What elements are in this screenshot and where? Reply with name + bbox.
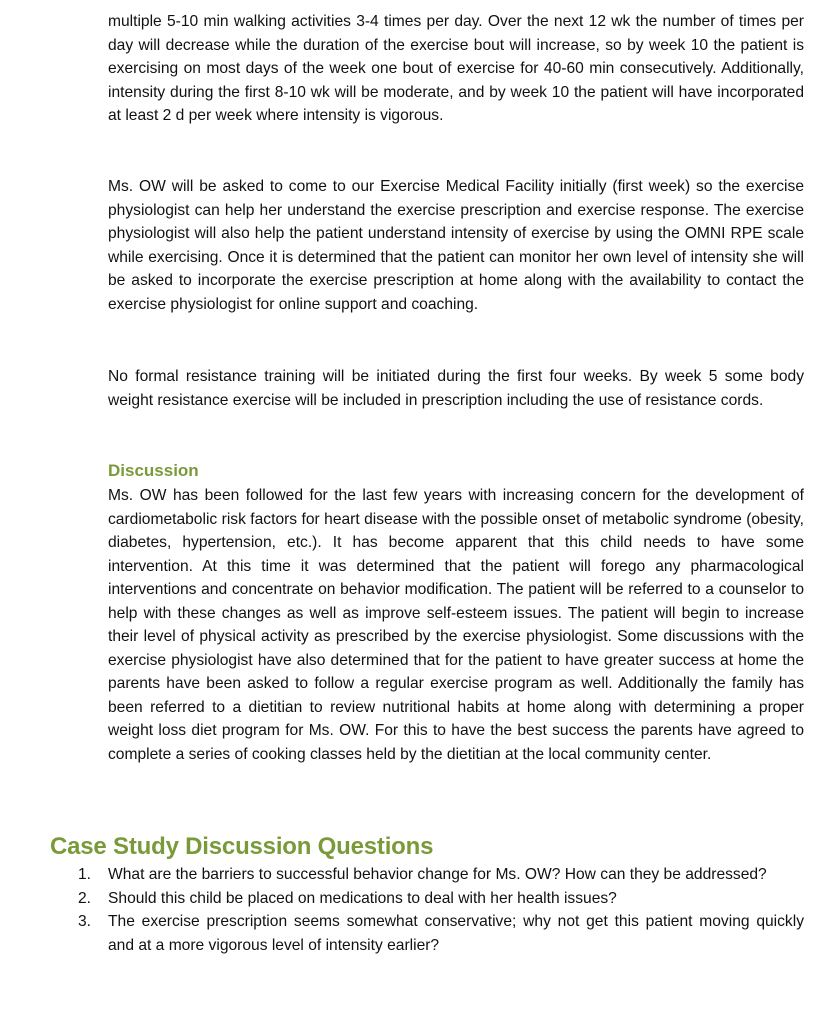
- discussion-paragraph: Ms. OW has been followed for the last few years with increasing concern for the development of cardiometabolic risk factors for heart disease with the possible onset of metabolic syndrome (obesity, diabetes, hypertension, etc.). It has become apparent that this child needs to have some intervention. At this time it was determined that the patient will forego any pharmacological interventions and concentrate on behavior modification. The patient will be referred to a counselor to help with these changes as well as improve self-esteem issues. The patient will begin to increase their level of physical activity as prescribed by the exercise physiologist. Some discussions with the exercise physiologist have also determined that for the patient to have greater success at home the parents have been asked to follow a regular exercise program as well. Additionally the family has been referred to a dietitian to review nutritional habits at home along with determining a proper weight loss diet program for Ms. OW. For this to have the best success the parents have agreed to complete a series of cooking classes held by the dietitian at the local community center.: [108, 487, 804, 763]
- question-item: [78, 863, 804, 887]
- question-item: [78, 887, 804, 911]
- discussion-heading: Discussion: [108, 461, 199, 480]
- resistance-training-paragraph: No formal resistance training will be initiated during the first four weeks. By week 5 some body weight resistance exercise will be included in prescription including the use of resistance cords.: [108, 368, 804, 409]
- exercise-progression-paragraph: multiple 5-10 min walking activities 3-4 times per day. Over the next 12 wk the number of times per day will decrease while the duration of the exercise bout will increase, so by week 10 the patient is exercising on most days of the week one bout of exercise for 40-60 min consecutively. Additionally, intensity during the first 8-10 wk will be moderate, and by week 10 the patient will have incorporated at least 2 d per week where intensity is vigorous.: [108, 13, 804, 124]
- question-number: 2.: [78, 889, 92, 907]
- question-number: 3.: [78, 913, 92, 930]
- question-text: The exercise prescription seems somewhat conservative; why not get this patient moving quickly and at a more vigorous level of intensity earlier?: [108, 913, 804, 954]
- case-study-heading: Case Study Discussion Questions: [50, 833, 434, 860]
- question-item: [78, 910, 804, 957]
- question-number: 1.: [78, 866, 92, 883]
- question-text: Should this child be placed on medications to deal with her health issues?: [108, 889, 617, 907]
- question-text: What are the barriers to successful behavior change for Ms. OW? How can they be addressed?: [108, 866, 767, 883]
- exercise-facility-paragraph: Ms. OW will be asked to come to our Exercise Medical Facility initially (first week) so the exercise physiologist can help her understand the exercise prescription and exercise response. The exercise physiologist will also help the patient understand intensity of exercise by using the OMNI RPE scale while exercising. Once it is determined that the patient can monitor her own level of intensity she will be asked to incorporate the exercise prescription at home along with the availability to contact the exercise physiologist for online support and coaching.: [108, 178, 804, 313]
- discussion-questions-list: [78, 863, 804, 957]
